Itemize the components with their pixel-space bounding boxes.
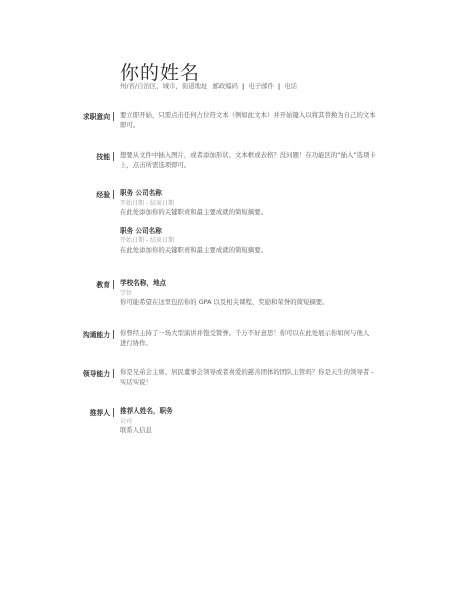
section-divider	[113, 369, 114, 378]
objective-line: 要立即开始，只需点击任何占位符文本（例如此文本）并开始键入以将其替换为自己的文本	[120, 111, 376, 119]
communication-content[interactable]	[120, 329, 400, 348]
objective-content[interactable]	[120, 111, 400, 130]
section-divider	[113, 330, 114, 339]
section-label-education: 教育	[96, 281, 110, 289]
address-text[interactable]: 州/省/自治区、城市，街道地址	[120, 82, 208, 90]
contact-line	[120, 81, 297, 90]
job-dates: 开始日期 - 结束日期	[120, 199, 174, 207]
leadership-line: 你是兄弟会主席、居民董事会领导或者喜爱的慈善团体的团队主管吗？你是天生的领导者 -	[120, 368, 374, 376]
objective-line: 即可。	[120, 120, 140, 129]
section-divider	[113, 152, 114, 161]
phone-text[interactable]: 电话	[284, 82, 298, 90]
separator: |	[277, 82, 281, 90]
resume-name[interactable]: 你的姓名	[120, 62, 201, 84]
job-title: 职务 公司名称	[120, 189, 162, 197]
reference-contact: 联系人信息	[120, 426, 152, 435]
section-label-objective: 求职意向	[82, 113, 110, 121]
section-divider	[113, 280, 114, 289]
degree-text: 学位	[120, 289, 133, 297]
section-divider	[113, 408, 114, 417]
school-name: 学校名称，地点	[120, 279, 167, 287]
references-content[interactable]	[120, 407, 400, 436]
communication-line: 进行协作。	[120, 338, 152, 347]
separator: |	[242, 82, 245, 90]
skills-line: 想要从文件中插入图片，或者添加形状、文本框或表格？没问题！在功能区的“插入”选项卡	[120, 151, 376, 159]
job-description: 在此处添加你的关键职责和最主要成就的简短摘要。	[120, 245, 267, 254]
section-label-experience: 经验	[96, 191, 110, 199]
reference-name: 推荐人姓名，职务	[120, 407, 173, 415]
job-description: 在此处添加你的关键职责和最主要成就的简短摘要。	[120, 208, 267, 217]
job-title: 职务 公司名称	[120, 226, 162, 235]
section-divider	[113, 190, 114, 199]
postal-code-text[interactable]: 邮政编码	[212, 82, 238, 90]
leadership-content[interactable]	[120, 368, 400, 387]
education-content[interactable]	[120, 279, 400, 308]
skills-content[interactable]	[120, 151, 400, 170]
experience-content[interactable]	[120, 189, 400, 265]
education-description: 你可能希望在这里包括你的 GPA 以及相关课程、奖励和荣誉的简短摘要。	[120, 298, 329, 307]
experience-entry	[120, 227, 400, 256]
leadership-line: 实话实说！	[120, 377, 152, 386]
experience-entry	[120, 189, 400, 218]
email-text[interactable]: 电子邮件	[248, 82, 274, 90]
section-label-leadership: 领导能力	[82, 370, 110, 378]
section-label-references: 推荐人	[89, 409, 110, 417]
section-divider	[113, 112, 114, 121]
section-label-communication: 沟通能力	[82, 331, 110, 339]
reference-company: 公司	[120, 417, 133, 425]
job-dates: 开始日期 - 结束日期	[120, 237, 174, 245]
section-label-skills: 技能	[96, 153, 110, 161]
skills-line: 上，点击所需选项即可。	[120, 160, 191, 169]
communication-line: 你曾经主持了一场大型演讲并饱受赞誉。千万不好意思！你可以在此处展示你如何与他人	[120, 329, 370, 337]
